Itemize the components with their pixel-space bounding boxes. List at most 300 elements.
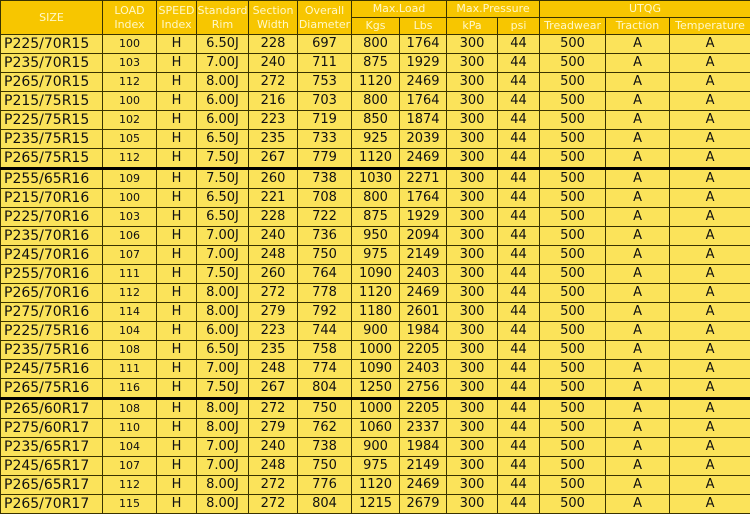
overall-diameter-cell: 779 — [298, 149, 352, 169]
overall-diameter-cell: 758 — [298, 341, 352, 360]
standard-rim-cell: 8.00J — [197, 73, 249, 92]
max-load-kgs-cell: 975 — [352, 457, 400, 476]
table-header — [1, 1, 750, 35]
traction-cell: A — [606, 265, 670, 284]
section-width-cell: 240 — [249, 438, 298, 457]
load-index-cell: 116 — [103, 379, 157, 399]
speed-index-cell: H — [157, 476, 197, 495]
max-load-lbs-cell: 2094 — [400, 227, 447, 246]
load-index-cell: 111 — [103, 360, 157, 379]
section-width-cell: 279 — [249, 303, 298, 322]
max-load-lbs-cell: 2679 — [400, 495, 447, 514]
size-cell: P255/65R16 — [1, 169, 103, 189]
load-index-cell: 112 — [103, 284, 157, 303]
table-row — [1, 322, 750, 341]
section-width-cell: 228 — [249, 35, 298, 54]
standard-rim-cell: 6.00J — [197, 322, 249, 341]
speed-index-cell: H — [157, 495, 197, 514]
max-load-lbs-cell: 2403 — [400, 360, 447, 379]
traction-cell: A — [606, 360, 670, 379]
temperature-cell: A — [670, 54, 750, 73]
max-load-lbs-cell: 2337 — [400, 419, 447, 438]
max-load-lbs-cell: 2149 — [400, 457, 447, 476]
table-row — [1, 130, 750, 149]
overall-diameter-cell: 750 — [298, 399, 352, 419]
max-pressure-kpa-cell: 300 — [447, 457, 498, 476]
traction-cell: A — [606, 246, 670, 265]
temperature-cell: A — [670, 379, 750, 399]
overall-diameter-cell: 697 — [298, 35, 352, 54]
table-row — [1, 399, 750, 419]
max-load-kgs-cell: 1180 — [352, 303, 400, 322]
max-pressure-kpa-cell: 300 — [447, 169, 498, 189]
max-load-lbs-cell: 2205 — [400, 341, 447, 360]
treadwear-header: Treadwear — [540, 18, 606, 35]
size-cell: P235/65R17 — [1, 438, 103, 457]
size-cell: P215/75R15 — [1, 92, 103, 111]
speed-index-cell: H — [157, 149, 197, 169]
load-index-cell: 107 — [103, 457, 157, 476]
overall-diameter-cell: 750 — [298, 246, 352, 265]
speed-index-header: SPEED Index — [157, 1, 197, 35]
treadwear-cell: 500 — [540, 73, 606, 92]
max-pressure-kpa-cell: 300 — [447, 360, 498, 379]
section-width-cell: 240 — [249, 54, 298, 73]
section-width-cell: 228 — [249, 208, 298, 227]
treadwear-cell: 500 — [540, 303, 606, 322]
treadwear-cell: 500 — [540, 399, 606, 419]
traction-cell: A — [606, 476, 670, 495]
speed-index-cell: H — [157, 189, 197, 208]
load-index-cell: 105 — [103, 130, 157, 149]
load-index-cell: 108 — [103, 341, 157, 360]
treadwear-cell: 500 — [540, 189, 606, 208]
max-pressure-psi-cell: 44 — [498, 111, 540, 130]
traction-cell: A — [606, 457, 670, 476]
max-load-lbs-cell: 1874 — [400, 111, 447, 130]
max-load-lbs-cell: 1764 — [400, 92, 447, 111]
max-load-kgs-cell: 925 — [352, 130, 400, 149]
table-row — [1, 419, 750, 438]
size-cell: P225/75R16 — [1, 322, 103, 341]
size-cell: P235/75R15 — [1, 130, 103, 149]
speed-index-cell: H — [157, 111, 197, 130]
treadwear-cell: 500 — [540, 130, 606, 149]
standard-rim-cell: 7.50J — [197, 149, 249, 169]
section-width-cell: 223 — [249, 322, 298, 341]
standard-rim-cell: 7.00J — [197, 54, 249, 73]
max-pressure-header: Max.Pressure — [447, 1, 540, 18]
load-index-cell: 104 — [103, 438, 157, 457]
standard-rim-cell: 7.00J — [197, 227, 249, 246]
max-load-kgs-cell: 1000 — [352, 341, 400, 360]
max-load-kgs-cell: 1000 — [352, 399, 400, 419]
table-row — [1, 379, 750, 399]
max-load-kgs-cell: 1215 — [352, 495, 400, 514]
load-index-header: LOAD Index — [103, 1, 157, 35]
treadwear-cell: 500 — [540, 54, 606, 73]
load-index-cell: 100 — [103, 92, 157, 111]
load-index-cell: 102 — [103, 111, 157, 130]
temperature-cell: A — [670, 399, 750, 419]
treadwear-cell: 500 — [540, 419, 606, 438]
size-cell: P265/65R17 — [1, 476, 103, 495]
load-index-cell: 115 — [103, 495, 157, 514]
max-pressure-kpa-cell: 300 — [447, 111, 498, 130]
max-pressure-psi-cell: 44 — [498, 73, 540, 92]
temperature-cell: A — [670, 303, 750, 322]
table-row — [1, 208, 750, 227]
standard-rim-cell: 8.00J — [197, 399, 249, 419]
max-load-lbs-cell: 2039 — [400, 130, 447, 149]
size-cell: P225/75R15 — [1, 111, 103, 130]
load-index-cell: 104 — [103, 322, 157, 341]
max-load-kgs-cell: 900 — [352, 322, 400, 341]
section-width-cell: 272 — [249, 284, 298, 303]
load-index-cell: 114 — [103, 303, 157, 322]
max-pressure-psi-cell: 44 — [498, 35, 540, 54]
max-load-kgs-cell: 1090 — [352, 360, 400, 379]
treadwear-cell: 500 — [540, 246, 606, 265]
size-cell: P235/70R15 — [1, 54, 103, 73]
section-width-cell: 267 — [249, 379, 298, 399]
table-row — [1, 360, 750, 379]
size-cell: P235/75R16 — [1, 341, 103, 360]
size-cell: P275/60R17 — [1, 419, 103, 438]
section-width-cell: 235 — [249, 130, 298, 149]
max-load-kgs-cell: 1120 — [352, 73, 400, 92]
overall-diameter-cell: 744 — [298, 322, 352, 341]
max-pressure-psi-cell: 44 — [498, 379, 540, 399]
treadwear-cell: 500 — [540, 322, 606, 341]
max-pressure-kpa-cell: 300 — [447, 322, 498, 341]
overall-diameter-cell: 750 — [298, 457, 352, 476]
max-pressure-psi-cell: 44 — [498, 322, 540, 341]
table-row — [1, 476, 750, 495]
max-load-header: Max.Load — [352, 1, 447, 18]
max-pressure-kpa-cell: 300 — [447, 341, 498, 360]
table-row — [1, 341, 750, 360]
max-load-lbs-cell: 2469 — [400, 476, 447, 495]
overall-diameter-cell: 804 — [298, 379, 352, 399]
max-load-kgs-cell: 1090 — [352, 265, 400, 284]
treadwear-cell: 500 — [540, 360, 606, 379]
section-width-cell: 221 — [249, 189, 298, 208]
table-row — [1, 438, 750, 457]
treadwear-cell: 500 — [540, 341, 606, 360]
standard-rim-cell: 7.00J — [197, 457, 249, 476]
max-load-kgs-cell: 1030 — [352, 169, 400, 189]
max-pressure-kpa-cell: 300 — [447, 284, 498, 303]
table-row — [1, 149, 750, 169]
temperature-cell: A — [670, 227, 750, 246]
table-row — [1, 246, 750, 265]
max-load-lbs-cell: 2601 — [400, 303, 447, 322]
overall-diameter-cell: 703 — [298, 92, 352, 111]
max-pressure-psi-cell: 44 — [498, 284, 540, 303]
section-width-cell: 248 — [249, 246, 298, 265]
kgs-header: Kgs — [352, 18, 400, 35]
section-width-cell: 272 — [249, 399, 298, 419]
max-load-kgs-cell: 875 — [352, 208, 400, 227]
max-pressure-kpa-cell: 300 — [447, 399, 498, 419]
traction-cell: A — [606, 189, 670, 208]
max-load-kgs-cell: 1120 — [352, 149, 400, 169]
overall-diameter-cell: 722 — [298, 208, 352, 227]
speed-index-cell: H — [157, 208, 197, 227]
temperature-cell: A — [670, 322, 750, 341]
table-row — [1, 189, 750, 208]
max-pressure-kpa-cell: 300 — [447, 73, 498, 92]
load-index-cell: 103 — [103, 208, 157, 227]
standard-rim-cell: 6.00J — [197, 111, 249, 130]
standard-rim-cell: 8.00J — [197, 303, 249, 322]
max-pressure-kpa-cell: 300 — [447, 130, 498, 149]
section-width-cell: 272 — [249, 495, 298, 514]
size-header: SIZE — [1, 1, 103, 35]
speed-index-cell: H — [157, 303, 197, 322]
max-load-kgs-cell: 975 — [352, 246, 400, 265]
max-pressure-psi-cell: 44 — [498, 246, 540, 265]
traction-cell: A — [606, 379, 670, 399]
size-cell: P265/70R16 — [1, 284, 103, 303]
traction-cell: A — [606, 35, 670, 54]
temperature-cell: A — [670, 73, 750, 92]
standard-rim-cell: 8.00J — [197, 419, 249, 438]
temperature-cell: A — [670, 265, 750, 284]
traction-cell: A — [606, 322, 670, 341]
max-pressure-kpa-cell: 300 — [447, 476, 498, 495]
max-load-lbs-cell: 2469 — [400, 149, 447, 169]
treadwear-cell: 500 — [540, 111, 606, 130]
overall-diameter-cell: 733 — [298, 130, 352, 149]
size-cell: P245/75R16 — [1, 360, 103, 379]
load-index-cell: 106 — [103, 227, 157, 246]
max-load-lbs-cell: 2271 — [400, 169, 447, 189]
standard-rim-cell: 8.00J — [197, 284, 249, 303]
max-pressure-kpa-cell: 300 — [447, 208, 498, 227]
size-cell: P245/70R16 — [1, 246, 103, 265]
psi-header: psi — [498, 18, 540, 35]
size-cell: P215/70R16 — [1, 189, 103, 208]
temperature-cell: A — [670, 284, 750, 303]
standard-rim-cell: 6.50J — [197, 130, 249, 149]
max-pressure-psi-cell: 44 — [498, 360, 540, 379]
max-load-kgs-cell: 1120 — [352, 284, 400, 303]
standard-rim-cell: 7.50J — [197, 265, 249, 284]
size-cell: P265/75R15 — [1, 149, 103, 169]
section-width-cell: 223 — [249, 111, 298, 130]
temperature-cell: A — [670, 208, 750, 227]
size-cell: P275/70R16 — [1, 303, 103, 322]
load-index-cell: 112 — [103, 476, 157, 495]
max-pressure-psi-cell: 44 — [498, 208, 540, 227]
max-load-kgs-cell: 800 — [352, 35, 400, 54]
table-row — [1, 265, 750, 284]
temperature-cell: A — [670, 360, 750, 379]
treadwear-cell: 500 — [540, 379, 606, 399]
max-pressure-kpa-cell: 300 — [447, 35, 498, 54]
temperature-cell: A — [670, 476, 750, 495]
max-pressure-kpa-cell: 300 — [447, 419, 498, 438]
temperature-cell: A — [670, 92, 750, 111]
size-cell: P235/70R16 — [1, 227, 103, 246]
table-row — [1, 227, 750, 246]
overall-diameter-cell: 738 — [298, 438, 352, 457]
max-pressure-kpa-cell: 300 — [447, 495, 498, 514]
treadwear-cell: 500 — [540, 208, 606, 227]
standard-rim-cell: 7.00J — [197, 360, 249, 379]
treadwear-cell: 500 — [540, 457, 606, 476]
max-pressure-psi-cell: 44 — [498, 189, 540, 208]
temperature-cell: A — [670, 130, 750, 149]
traction-cell: A — [606, 284, 670, 303]
load-index-cell: 112 — [103, 73, 157, 92]
load-index-cell: 112 — [103, 149, 157, 169]
standard-rim-cell: 7.00J — [197, 438, 249, 457]
max-load-lbs-cell: 1929 — [400, 208, 447, 227]
section-width-cell: 260 — [249, 169, 298, 189]
traction-cell: A — [606, 495, 670, 514]
overall-diameter-cell: 711 — [298, 54, 352, 73]
max-pressure-kpa-cell: 300 — [447, 92, 498, 111]
speed-index-cell: H — [157, 92, 197, 111]
load-index-cell: 111 — [103, 265, 157, 284]
standard-rim-cell: 6.50J — [197, 208, 249, 227]
treadwear-cell: 500 — [540, 265, 606, 284]
table-row — [1, 54, 750, 73]
max-pressure-kpa-cell: 300 — [447, 246, 498, 265]
speed-index-cell: H — [157, 73, 197, 92]
size-cell: P255/70R16 — [1, 265, 103, 284]
overall-diameter-cell: 764 — [298, 265, 352, 284]
temperature-cell: A — [670, 495, 750, 514]
max-load-lbs-cell: 2469 — [400, 73, 447, 92]
traction-cell: A — [606, 111, 670, 130]
overall-diameter-cell: 762 — [298, 419, 352, 438]
traction-cell: A — [606, 227, 670, 246]
size-cell: P265/75R16 — [1, 379, 103, 399]
max-pressure-psi-cell: 44 — [498, 130, 540, 149]
traction-cell: A — [606, 169, 670, 189]
section-width-cell: 272 — [249, 476, 298, 495]
traction-cell: A — [606, 419, 670, 438]
max-load-lbs-cell: 1984 — [400, 438, 447, 457]
max-pressure-psi-cell: 44 — [498, 265, 540, 284]
speed-index-cell: H — [157, 130, 197, 149]
section-width-cell: 267 — [249, 149, 298, 169]
treadwear-cell: 500 — [540, 35, 606, 54]
treadwear-cell: 500 — [540, 476, 606, 495]
section-width-cell: 248 — [249, 457, 298, 476]
size-cell: P265/70R15 — [1, 73, 103, 92]
treadwear-cell: 500 — [540, 169, 606, 189]
standard-rim-cell: 6.50J — [197, 189, 249, 208]
treadwear-cell: 500 — [540, 495, 606, 514]
load-index-cell: 100 — [103, 35, 157, 54]
overall-diameter-cell: 753 — [298, 73, 352, 92]
max-pressure-psi-cell: 44 — [498, 495, 540, 514]
overall-diameter-cell: 738 — [298, 169, 352, 189]
load-index-cell: 108 — [103, 399, 157, 419]
load-index-cell: 103 — [103, 54, 157, 73]
treadwear-cell: 500 — [540, 92, 606, 111]
standard-rim-cell: 7.50J — [197, 379, 249, 399]
table-row — [1, 169, 750, 189]
section-width-cell: 235 — [249, 341, 298, 360]
max-pressure-kpa-cell: 300 — [447, 227, 498, 246]
size-cell: P225/70R16 — [1, 208, 103, 227]
table-row — [1, 303, 750, 322]
temperature-cell: A — [670, 111, 750, 130]
max-pressure-psi-cell: 44 — [498, 419, 540, 438]
traction-cell: A — [606, 73, 670, 92]
max-pressure-psi-cell: 44 — [498, 149, 540, 169]
standard-rim-cell: 8.00J — [197, 476, 249, 495]
max-load-lbs-cell: 2469 — [400, 284, 447, 303]
treadwear-cell: 500 — [540, 284, 606, 303]
traction-cell: A — [606, 341, 670, 360]
load-index-cell: 107 — [103, 246, 157, 265]
max-load-lbs-cell: 2149 — [400, 246, 447, 265]
temperature-cell: A — [670, 419, 750, 438]
table-row — [1, 457, 750, 476]
speed-index-cell: H — [157, 54, 197, 73]
section-width-cell: 248 — [249, 360, 298, 379]
max-load-kgs-cell: 900 — [352, 438, 400, 457]
traction-cell: A — [606, 92, 670, 111]
max-pressure-psi-cell: 44 — [498, 341, 540, 360]
speed-index-cell: H — [157, 35, 197, 54]
traction-cell: A — [606, 303, 670, 322]
table-row — [1, 92, 750, 111]
standard-rim-header: Standard Rim — [197, 1, 249, 35]
max-load-kgs-cell: 800 — [352, 92, 400, 111]
standard-rim-cell: 6.50J — [197, 35, 249, 54]
speed-index-cell: H — [157, 341, 197, 360]
max-load-lbs-cell: 2403 — [400, 265, 447, 284]
speed-index-cell: H — [157, 322, 197, 341]
speed-index-cell: H — [157, 265, 197, 284]
temperature-cell: A — [670, 341, 750, 360]
section-width-cell: 279 — [249, 419, 298, 438]
utqg-header: UTQG — [540, 1, 750, 18]
overall-diameter-cell: 719 — [298, 111, 352, 130]
table-row — [1, 35, 750, 54]
speed-index-cell: H — [157, 438, 197, 457]
max-load-kgs-cell: 800 — [352, 189, 400, 208]
max-load-lbs-cell: 2205 — [400, 399, 447, 419]
treadwear-cell: 500 — [540, 438, 606, 457]
load-index-cell: 110 — [103, 419, 157, 438]
max-pressure-kpa-cell: 300 — [447, 438, 498, 457]
traction-cell: A — [606, 208, 670, 227]
standard-rim-cell: 8.00J — [197, 495, 249, 514]
speed-index-cell: H — [157, 227, 197, 246]
max-pressure-psi-cell: 44 — [498, 399, 540, 419]
section-width-cell: 240 — [249, 227, 298, 246]
standard-rim-cell: 7.00J — [197, 246, 249, 265]
max-load-lbs-cell: 1764 — [400, 189, 447, 208]
speed-index-cell: H — [157, 360, 197, 379]
max-load-lbs-cell: 1764 — [400, 35, 447, 54]
max-pressure-psi-cell: 44 — [498, 54, 540, 73]
temperature-cell: A — [670, 169, 750, 189]
load-index-cell: 100 — [103, 189, 157, 208]
max-pressure-kpa-cell: 300 — [447, 189, 498, 208]
traction-header: Traction — [606, 18, 670, 35]
speed-index-cell: H — [157, 379, 197, 399]
